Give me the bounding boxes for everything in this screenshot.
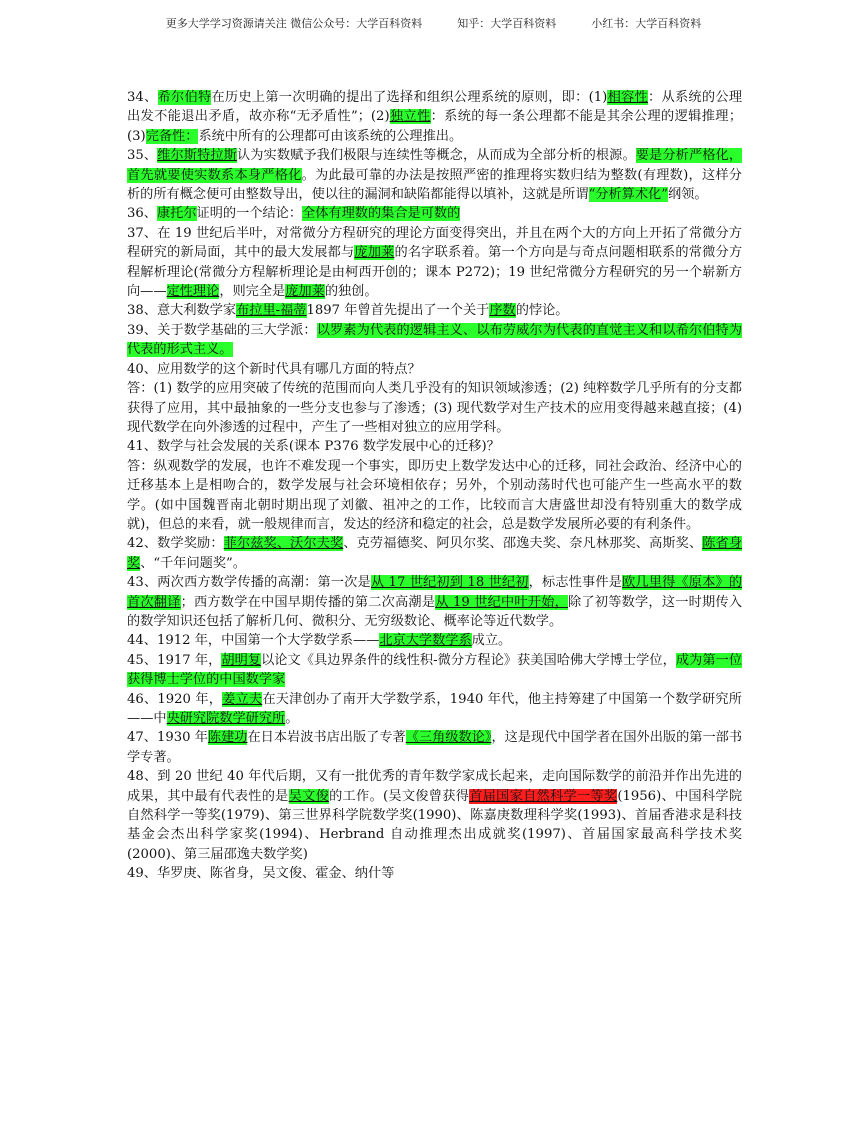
paragraph-p49 xyxy=(127,864,742,883)
paragraph-p36 xyxy=(127,204,742,223)
highlighted-text: “分析算术化” xyxy=(588,187,668,203)
text-run: 38、意大利数学家 xyxy=(127,303,237,319)
text-run: 以论文《具边界条件的线性积-微分方程论》获美国哈佛大学博士学位， xyxy=(261,652,676,668)
text-run: 36、 xyxy=(127,206,157,222)
text-run: 证明的一个结论： xyxy=(196,206,303,222)
text-run: 在历史上第一次明确的提出了选择和组织公理系统的原则，即：(1) xyxy=(211,90,608,105)
text-run: 除了初等数学，这一时期传入的数学知识还包括了解析几何、微积分、无穷级数论、概率论等近代数学。 xyxy=(127,594,743,629)
highlighted-text: 定性理论 xyxy=(166,284,220,300)
text-run: ；西方数学在中国早期传播的第二次高潮是 xyxy=(180,594,436,610)
text-run: 纲领。 xyxy=(667,187,708,203)
text-run: 39、关于数学基础的三大学派： xyxy=(127,322,317,338)
highlighted-text: 布拉里-福蒂 xyxy=(236,303,307,319)
text-run: 的工作。(吴文俊曾获得 xyxy=(329,788,470,804)
paragraph-p40a xyxy=(127,379,742,437)
paragraph-p46 xyxy=(127,690,742,729)
highlighted-text: 全体有理数的集合是可数的 xyxy=(302,206,461,222)
highlighted-text: 陈建功 xyxy=(207,730,248,746)
text-run: ，这是现代中国学者在国外出版的第一部书学专著。 xyxy=(127,730,743,765)
highlighted-text: 央研究院数学研究所 xyxy=(166,711,286,726)
text-run: 的独创。 xyxy=(324,284,378,300)
highlighted-text: 从 19 世纪中叶开始， xyxy=(435,594,569,610)
text-run: 。 xyxy=(285,711,299,726)
text-run: 答：(1) 数学的应用突破了传统的范围而向人类几乎没有的知识领域渗透；(2) 纯粹数学几乎所有的分支都获得了应用，其中最抽象的一些分支也参与了渗透；(3) 现代数学对生产技术的应用变得越来越直接；(4) 现代数学在向外渗透的过程中，产生了一些相对独立的应用学科。 xyxy=(127,381,742,435)
highlighted-text: 要是分析严格化，首先就要使实数系本身严格化 xyxy=(127,148,743,183)
paragraph-p39 xyxy=(127,321,742,360)
text-run: ，标志性事件是 xyxy=(528,575,623,591)
text-run: 35、 xyxy=(127,148,158,164)
text-run: 的悖论。 xyxy=(515,303,569,319)
highlighted-text: 胡明复 xyxy=(221,652,262,668)
text-run: 在日本岩波书店出版了专著 xyxy=(247,730,406,746)
paragraph-p38 xyxy=(127,301,742,320)
text-run: 42、数学奖励： xyxy=(127,536,224,552)
text-run: ：从系统的公理出发不能退出矛盾，故亦称“无矛盾性”；(2) xyxy=(127,90,743,125)
highlighted-text: 从 17 世纪初到 18 世纪初 xyxy=(370,575,529,591)
text-run: 成立。 xyxy=(471,633,512,649)
text-run: 、“千年问题奖”。 xyxy=(140,555,246,571)
paragraph-p40 xyxy=(127,360,742,379)
highlighted-text: 以罗素为代表的逻辑主义、以布劳威尔为代表的直觉主义和以希尔伯特为代表的形式主义。 xyxy=(127,322,743,358)
paragraph-p48 xyxy=(127,767,742,864)
text-run: 41、数学与社会发展的关系(课本 P376 数学发展中心的迁移)？ xyxy=(127,439,500,455)
highlighted-text: 希尔伯特 xyxy=(157,90,212,105)
paragraph-p43 xyxy=(127,573,742,631)
highlighted-text: 独立性 xyxy=(389,109,431,125)
highlighted-text: 首届国家自然科学一等奖 xyxy=(469,788,618,804)
highlighted-text: 成为第一位获得博士学位的中国数学家 xyxy=(127,652,743,688)
text-run: 37、在 19 世纪后半叶，对常微分方程研究的理论方面变得突出，并且在两个大的方向上开拓了常微分方程研究的新局面，其中的最大发展都与 xyxy=(127,225,742,261)
text-run: 43、两次西方数学传播的高潮：第一次是 xyxy=(127,575,371,591)
text-run: 44、1912 年，中国第一个大学数学系—— xyxy=(127,633,380,649)
document-body xyxy=(127,88,742,884)
text-run: 认为实数赋予我们极限与连续性等概念，从而成为全部分析的根源。 xyxy=(236,148,636,164)
text-run: 46、1920 年， xyxy=(127,691,223,707)
text-run: 49、华罗庚、陈省身，吴文俊、霍金、纳什等 xyxy=(127,866,395,882)
text-run: 48、到 20 世纪 40 年代后期，又有一批优秀的青年数学家成长起来，走向国际数学的前沿并作出先进的成果，其中最有代表性的是 xyxy=(127,769,742,804)
highlighted-text: 庞加莱 xyxy=(354,245,395,261)
text-run: (1956)、中国科学院自然科学一等奖(1979)、第三世界科学院数学奖(1990)、陈嘉庚数理科学奖(1993)、首届香港求是科技基金会杰出科学家奖(1994)、Herbrand 自动推理杰出成就奖(1997)、首届国家最高科学技术奖(2000)、第三届邵逸夫数学奖) xyxy=(127,788,743,862)
text-run: 系统中所有的公理都可由该系统的公理推出。 xyxy=(198,128,463,144)
text-run: 在天津创办了南开大学数学系，1940 年代，他主持筹建了中国第一个数学研究所——中 xyxy=(127,691,742,726)
text-run: 的名字联系着。第一个方向是与奇点问题相联系的常微分方程解析理论(常微分方程解析理论是由柯西开创的；课本 P272)；19 世纪常微分方程研究的另一个崭新方向—— xyxy=(127,245,743,300)
text-run: 。为此最可靠的办法是按照严密的推理将实数归结为整数(有理数)，这样分析的所有概念便可由整数导出，使以往的漏洞和缺陷都能得以填补，这就是所谓 xyxy=(127,167,742,203)
highlighted-text: 相容性 xyxy=(607,90,649,105)
paragraph-p41a xyxy=(127,457,742,535)
text-run: 45、1917 年， xyxy=(127,652,222,668)
paragraph-p45 xyxy=(127,651,742,690)
highlighted-text: 庞加莱 xyxy=(285,284,325,300)
text-run: 47、1930 年 xyxy=(127,730,208,746)
text-run: 答：纵观数学的发展，也许不难发现一个事实，即历史上数学发达中心的迁移，同社会政治、经济中心的迁移基本上是相吻合的，数学发展与社会环境相依存；另外，个别动荡时代也可能产生一些高水平的数学。(如中国魏晋南北朝时期出现了刘徽、祖冲之的工作，比较而言大唐盛世却没有特别重大的数学成就)，但总的来看，就一般规律而言，发达的经济和稳定的社会，总是数学发展所必要的有利条件。 xyxy=(127,458,742,532)
text-run: 1897 年曾首先提出了一个关于 xyxy=(306,303,490,319)
highlighted-text: 吴文俊 xyxy=(288,788,330,804)
highlighted-text: 《三角级数论》 xyxy=(405,730,492,746)
highlighted-text: 欧几里得《原本》的首次翻译 xyxy=(127,575,743,610)
highlighted-text: 姜立夫 xyxy=(222,691,263,707)
highlighted-text: 维尔斯特拉斯 xyxy=(157,148,237,164)
paragraph-p42 xyxy=(127,534,742,573)
paragraph-p37 xyxy=(127,224,742,302)
text-run: 34、 xyxy=(127,90,158,105)
highlighted-text: 北京大学数学系 xyxy=(379,633,472,649)
text-run: 40、应用数学的这个新时代具有哪几方面的特点？ xyxy=(127,361,421,377)
text-run: 、克劳福德奖、阿贝尔奖、邵逸夫奖、奈凡林那奖、高斯奖、 xyxy=(343,536,703,552)
paragraph-p44 xyxy=(127,631,742,650)
highlighted-text: 菲尔兹奖、沃尔夫奖 xyxy=(223,536,344,552)
highlighted-text: 序数 xyxy=(489,303,516,319)
paragraph-p35 xyxy=(127,146,742,204)
paragraph-p47 xyxy=(127,728,742,767)
page-header: 更多大学学习资源请关注 微信公众号：大学百科资料 知乎：大学百科资料 小红书：大学百科资料 xyxy=(165,17,702,30)
paragraph-p34 xyxy=(127,88,742,146)
text-run: ，则完全是 xyxy=(219,284,286,300)
highlighted-text: 陈省身奖 xyxy=(127,536,743,571)
text-run: ：系统的每一条公理都不能是其余公理的逻辑推理；(3) xyxy=(127,109,743,144)
highlighted-text: 康托尔 xyxy=(156,206,197,222)
highlighted-text: 完备性： xyxy=(145,128,199,144)
paragraph-p41 xyxy=(127,437,742,456)
